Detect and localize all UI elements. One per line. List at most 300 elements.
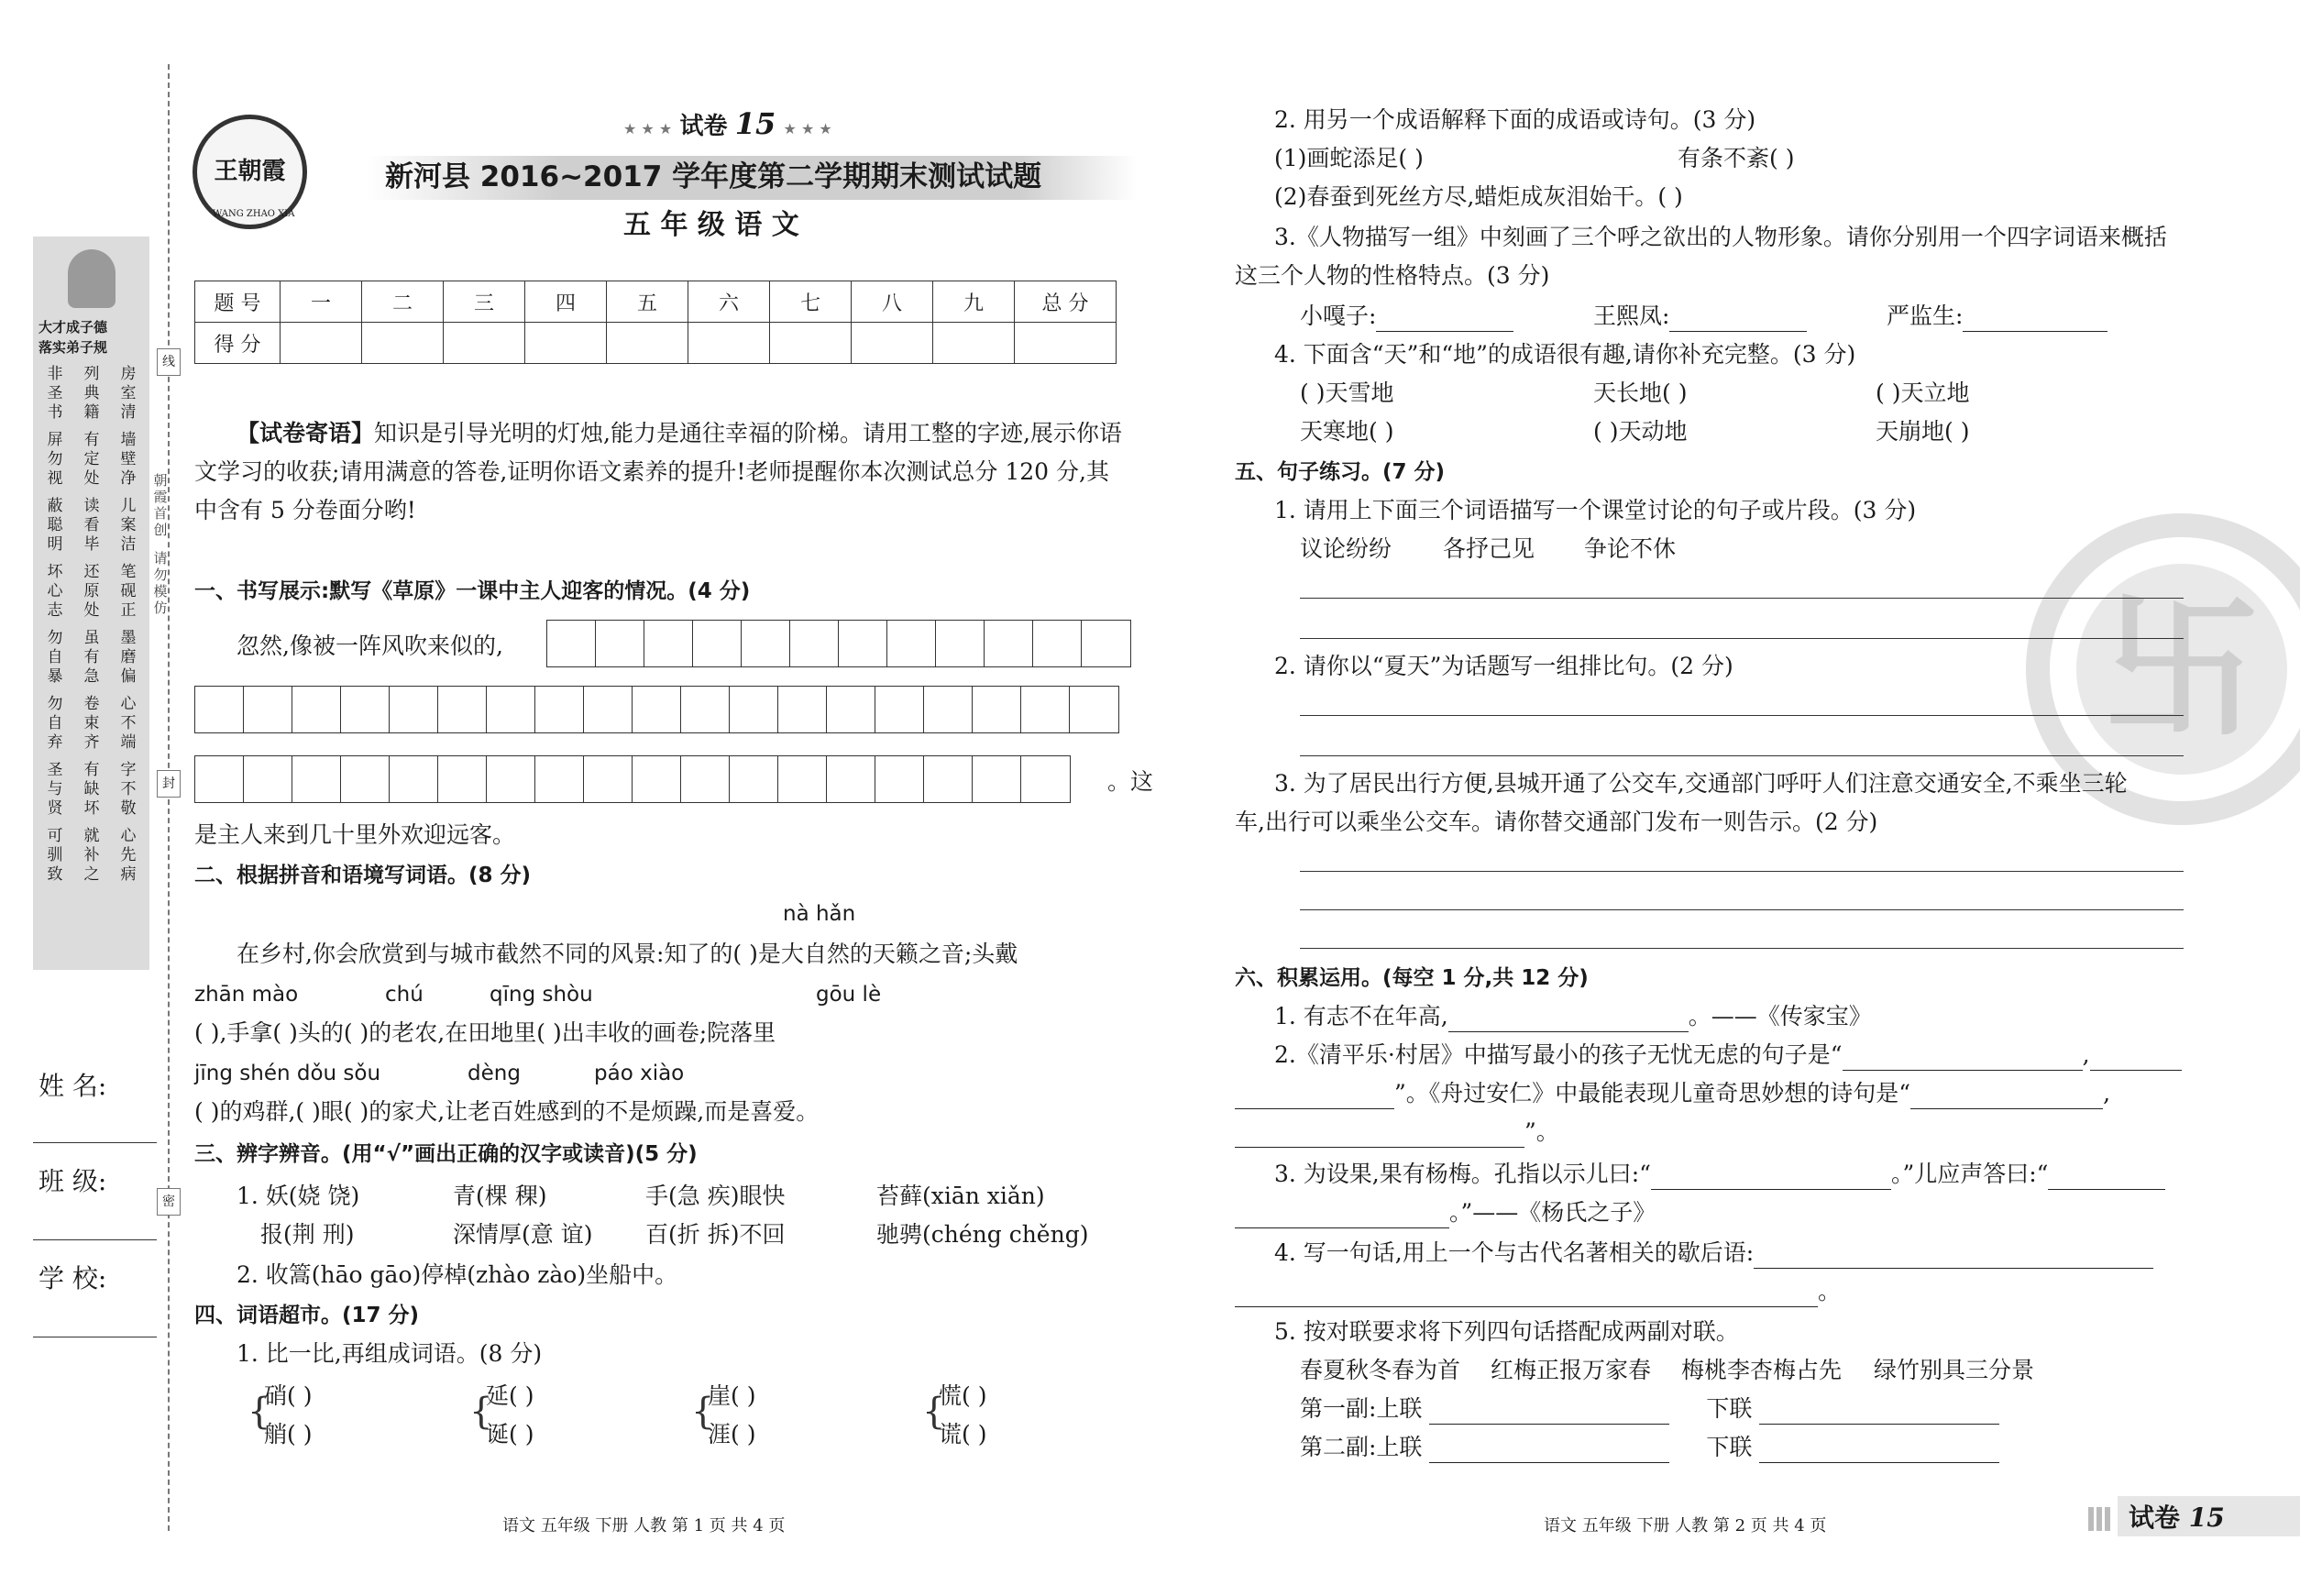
writing-cell[interactable] [778,687,827,732]
q6-pair-2-lower-label: 下联 [1706,1434,1753,1460]
q6-item-1-source: 。——《传家宝》 [1688,1003,1872,1029]
q5-sub-3b: 车,出行可以乘坐公交车。请你替交通部门发布一则告示。(2 分) [1235,809,1878,835]
q3-item-1d[interactable]: 苔藓(xiān xiǎn) [876,1183,1045,1209]
score-entry-cell[interactable] [525,323,607,364]
q4-idiom-3[interactable]: ( )天立地 [1876,380,1970,406]
q4-compare-word[interactable]: 谎( ) [939,1421,987,1447]
watermark-seal-center-icon: 卐 [2076,564,2287,775]
q6-item-2-answer-a[interactable] [1843,1046,2083,1071]
q3-title: 三、辨字辨音。(用“√”画出正确的汉字或读音)(5 分) [194,1142,698,1166]
motto-char: 贤 [47,799,63,818]
motto-char [112,753,145,761]
q4-idiom-2[interactable]: 天长地( ) [1593,380,1688,406]
writing-cell[interactable] [936,621,985,666]
q4-person-3-label: 严监生: [1887,303,1964,329]
seal-mark-line: 线 [157,348,181,376]
motto-char: 室 [120,384,137,402]
writing-cell[interactable] [778,756,827,802]
q6-pair-1-upper-label: 第一副:上联 [1300,1395,1423,1422]
class-field[interactable] [33,1239,157,1240]
motto-char: 心 [120,827,137,845]
q4-compare-word[interactable]: 崖( ) [708,1382,756,1409]
q2-line-3: ( )的鸡群,( )眼( )的家犬,让老百姓感到的不是烦躁,而是喜爱。 [194,1098,820,1125]
motto-char: 补 [83,846,100,864]
intro-line-2: 文学习的收获;请用满意的答卷,证明你语文素养的提升!老师提醒你本次测试总分 120 分,其 [194,458,1109,485]
q6-couplet-2: 红梅正报万家春 [1491,1357,1652,1383]
motto-char: 定 [83,450,100,468]
intro-line-3: 中含有 5 分卷面分哟! [194,497,416,523]
seal-mark-seal: 封 [157,770,181,798]
writing-cell[interactable] [244,756,292,802]
q6-item-3-source: 。”——《杨氏之子》 [1449,1199,1656,1226]
q2-pinyin-2d: gōu lè [816,983,882,1007]
q4-s2a[interactable]: (1)画蛇添足( ) [1274,145,1424,171]
writing-cell[interactable] [681,687,730,732]
q6-item-2-answer-b[interactable] [2090,1046,2182,1071]
motto-char: 聪 [47,516,63,534]
exam-title: 新河县 2016~2017 学年度第二学期期末测试试题 [385,160,1042,193]
q5-sub-3a: 3. 为了居民出行方便,县城开通了公交车,交通部门呼吁人们注意交通安全,不乘坐三轮 [1274,770,2128,797]
scholar-icon [68,249,116,308]
q6-item-4 [1274,1238,2153,1269]
score-entry-cell: 得 分 [195,323,281,364]
q5-word-3: 争论不休 [1584,535,1677,562]
motto-char: 敬 [120,799,137,818]
score-entry-cell[interactable] [362,323,444,364]
q6-item-2-answer-c[interactable] [1235,1084,1394,1109]
motto-column-3 [112,365,145,885]
writing-cell[interactable] [535,687,584,732]
q4-compare-word[interactable]: 硝( ) [264,1382,313,1409]
brace-icon: { [691,1391,715,1433]
score-header-cell: 二 [362,281,444,323]
q4-s2c[interactable]: (2)春蚕到死丝方尽,蜡炬成灰泪始干。( ) [1274,183,1683,210]
writing-cell[interactable] [730,756,778,802]
motto-char: 处 [83,469,100,488]
writing-cell[interactable] [875,756,924,802]
motto-char [75,819,108,827]
motto-char: 儿 [120,497,137,515]
writing-cell[interactable] [438,687,487,732]
writing-cell[interactable] [596,621,644,666]
q6-pair-1-lower-label: 下联 [1706,1395,1753,1422]
motto-char: 致 [47,865,63,884]
score-entry-cell[interactable] [444,323,525,364]
writing-cell[interactable] [1021,756,1070,802]
q5-answer-line-2b[interactable] [1300,755,2184,756]
q3-item-2b[interactable]: 深情厚(意 谊) [453,1221,593,1248]
q4-person-1-label: 小嘎子: [1300,303,1377,329]
motto-char: 齐 [83,733,100,752]
q6-item-5: 5. 按对联要求将下列四句话搭配成两副对联。 [1274,1318,1739,1345]
q6-pair-2-lower-answer[interactable] [1759,1438,1999,1463]
motto-char: 不 [120,714,137,732]
motto-char: 坏 [83,799,100,818]
publisher-logo-sub: WANG ZHAO XIA [213,209,295,219]
q1-tail: 是主人来到几十里外欢迎远客。 [194,821,516,848]
name-label: 姓 名: [39,1071,107,1101]
q4-sub-2: 2. 用另一个成语解释下面的成语或诗句。(3 分) [1274,106,1756,133]
score-entry-cell[interactable] [770,323,852,364]
writing-cell[interactable] [1033,621,1082,666]
q4-sub-3b: 这三个人物的性格特点。(3 分) [1235,262,1550,289]
score-entry-cell[interactable] [933,323,1015,364]
motto-char: 缺 [83,780,100,798]
q5-answer-line-3b[interactable] [1300,909,2184,910]
motto-column-2 [75,365,108,885]
q3-item-2c[interactable]: 百(折 拆)不回 [645,1221,786,1248]
motto-char [112,423,145,431]
q6-item-3-answer-a[interactable] [1651,1165,1891,1190]
q1-end-mark: 。这 [1107,768,1154,795]
page-tab-squares-icon [2088,1507,2112,1531]
motto-char: 字 [120,761,137,779]
motto-char: 可 [47,827,63,845]
q4-person-1 [1300,301,1513,332]
writing-cell[interactable] [827,756,875,802]
motto-char: 志 [47,601,63,620]
motto-char [75,687,108,695]
side-tag-original: 朝霞首创 [153,472,168,538]
score-header-cell: 七 [770,281,852,323]
writing-cell[interactable] [487,756,535,802]
writing-cell[interactable] [644,621,693,666]
writing-cell[interactable] [924,756,973,802]
motto-char: 屏 [47,431,63,449]
motto-char: 病 [120,865,137,884]
writing-cell[interactable] [195,687,244,732]
writing-cell[interactable] [887,621,936,666]
motto-char [112,489,145,497]
writing-cell[interactable] [547,621,596,666]
writing-cell[interactable] [973,756,1021,802]
q2-pinyin-2a: zhān mào [194,983,299,1007]
q6-couplet-3: 梅桃李杏梅占先 [1681,1357,1843,1383]
page-tab-text: 试卷 [2129,1502,2181,1533]
q4-idiom-1[interactable]: ( )天雪地 [1300,380,1394,406]
motto-char [39,819,72,827]
binding-cut-line [168,64,170,1531]
q1-writing-grid-row-3[interactable] [194,755,1071,803]
motto-char [39,753,72,761]
q6-item-2 [1274,1040,2182,1071]
motto-char: 墙 [120,431,137,449]
motto-char: 洁 [120,535,137,554]
q4-compare-word[interactable]: 慌( ) [939,1382,987,1409]
page-tab-label [2129,1498,2225,1535]
motto-char: 勿 [47,629,63,647]
motto-line-2: 落实弟子规 [39,339,108,356]
page-tab-number: 15 [2188,1502,2225,1533]
writing-cell[interactable] [985,621,1033,666]
q6-title: 六、积累运用。(每空 1 分,共 12 分) [1235,966,1589,990]
q6-item-2-text: 2.《清平乐·村居》中描写最小的孩子无忧无虑的句子是“ [1274,1041,1843,1068]
seal-mark-secret: 密 [157,1188,181,1216]
writing-cell[interactable] [693,621,742,666]
motto-char: 与 [47,780,63,798]
motto-char: 虽 [83,629,100,647]
motto-char: 有 [83,648,100,666]
q4-idiom-4[interactable]: 天寒地( ) [1300,418,1394,445]
motto-char: 弃 [47,733,63,752]
q5-word-2: 各抒己见 [1443,535,1535,562]
motto-char: 有 [83,431,100,449]
motto-char: 有 [83,761,100,779]
q4-person-3 [1887,301,2107,332]
writing-cell[interactable] [730,687,778,732]
q5-answer-line-3c[interactable] [1300,948,2184,949]
paper-label: 试卷 [679,113,728,140]
q6-item-4-text: 4. 写一句话,用上一个与古代名著相关的歇后语: [1274,1239,1755,1266]
motto-char: 非 [47,365,63,383]
motto-char: 墨 [120,629,137,647]
q3-item-1c[interactable]: 手(急 疾)眼快 [645,1183,786,1209]
motto-char: 心 [47,582,63,600]
motto-column-1 [39,365,72,885]
writing-cell[interactable] [1070,687,1118,732]
writing-cell[interactable] [292,687,341,732]
writing-cell[interactable] [292,756,341,802]
q2-pinyin-3a: jīng shén dǒu sǒu [194,1062,381,1085]
motto-char: 籍 [83,403,100,422]
motto-char [39,489,72,497]
q4-sub-4: 4. 下面含“天”和“地”的成语很有趣,请你补充完整。(3 分) [1274,341,1856,368]
motto-char [75,621,108,629]
q3-item-2d[interactable]: 驰骋(chéng chěng) [876,1221,1089,1248]
class-label: 班 级: [39,1166,107,1196]
writing-cell[interactable] [973,687,1021,732]
q5-answer-line-1b[interactable] [1300,638,2184,639]
q3-item-3[interactable]: 2. 收篙(hāo gāo)停棹(zhào zào)坐船中。 [237,1261,678,1288]
q2-pinyin-2b: chú [385,983,424,1007]
motto-char: 束 [83,714,100,732]
score-header-cell: 六 [688,281,770,323]
motto-char [75,555,108,563]
q6-pair-2 [1300,1432,1999,1463]
score-entry-cell[interactable] [607,323,688,364]
q6-item-3-answer-b[interactable] [2048,1165,2165,1190]
q2-pinyin-2c: qīng shòu [490,983,593,1007]
q4-person-2-label: 王熙凤: [1593,303,1670,329]
q5-sub-2: 2. 请你以“夏天”为话题写一组排比句。(2 分) [1274,653,1733,679]
name-field[interactable] [33,1142,157,1143]
brace-icon: { [248,1391,271,1433]
writing-cell[interactable] [742,621,790,666]
q4-person-3-answer[interactable] [1963,307,2107,332]
q6-item-3 [1274,1159,2165,1190]
q5-answer-line-3a[interactable] [1300,871,2184,872]
motto-char: 正 [120,601,137,620]
writing-cell[interactable] [924,687,973,732]
motto-char: 磨 [120,648,137,666]
intro-line-1 [237,418,1122,449]
q4-compare-word[interactable]: 艄( ) [264,1421,313,1447]
motto-char: 明 [47,535,63,554]
writing-cell[interactable] [584,687,633,732]
sidebar-motto-panel [33,237,149,970]
writing-cell[interactable] [535,756,584,802]
motto-char: 房 [120,365,137,383]
motto-char: 勿 [47,695,63,713]
motto-char: 自 [47,648,63,666]
writing-cell[interactable] [827,687,875,732]
writing-cell[interactable] [1082,621,1130,666]
writing-cell[interactable] [390,756,438,802]
writing-cell[interactable] [1021,687,1070,732]
q6-item-1-answer[interactable] [1448,1007,1689,1032]
motto-char [112,819,145,827]
q6-pair-2-upper-label: 第二副:上联 [1300,1434,1423,1460]
writing-cell[interactable] [438,756,487,802]
writing-cell[interactable] [633,756,681,802]
score-header-cell: 九 [933,281,1015,323]
q6-pair-1 [1300,1393,1999,1425]
motto-char: 勿 [47,450,63,468]
q6-pair-1-lower-answer[interactable] [1759,1400,1999,1425]
q5-title: 五、句子练习。(7 分) [1235,460,1446,484]
q6-item-2-end [1235,1117,1559,1148]
score-entry-cell[interactable] [688,323,770,364]
score-table [194,281,1117,364]
q6-item-3-text: 3. 为设果,果有杨梅。孔指以示儿曰:“ [1274,1161,1651,1187]
score-header-cell: 一 [281,281,362,323]
q6-item-4-answer-b[interactable] [1235,1282,1818,1307]
motto-char: 原 [83,582,100,600]
q6-pair-1-upper-answer[interactable] [1429,1400,1669,1425]
motto-char: 驯 [47,846,63,864]
motto-char: 还 [83,563,100,581]
motto-char: 笔 [120,563,137,581]
q6-couplet-4: 绿竹别具三分景 [1874,1357,2035,1383]
motto-char: 圣 [47,761,63,779]
q2-line-2: ( ),手拿( )头的( )的老农,在田地里( )出丰收的画卷;院落里 [194,1019,776,1046]
motto-char: 不 [120,780,137,798]
writing-cell[interactable] [681,756,730,802]
motto-char: 典 [83,384,100,402]
writing-cell[interactable] [390,687,438,732]
q4-person-1-answer[interactable] [1376,307,1513,332]
footer-right: 语文 五年级 下册 人教 第 2 页 共 4 页 [1544,1516,1827,1535]
q3-item-1b[interactable]: 青(棵 稞) [453,1183,547,1209]
q4-idiom-5[interactable]: ( )天动地 [1593,418,1688,445]
motto-char: 读 [83,497,100,515]
intro-lead: 【试卷寄语】 [237,420,375,446]
paper-number: 15 [734,106,776,141]
q4-compare-word[interactable]: 诞( ) [486,1421,534,1447]
q4-person-2-answer[interactable] [1669,307,1807,332]
intro-text-1: 知识是引导光明的灯烛,能力是通往幸福的阶梯。请用工整的字迹,展示你语 [374,420,1122,446]
score-header-cell: 总 分 [1015,281,1117,323]
q5-answer-line-1a[interactable] [1300,598,2184,599]
q4-person-2 [1593,301,1807,332]
score-entry-cell[interactable] [281,323,362,364]
q6-item-2-cont [1235,1078,2110,1109]
motto-char [39,687,72,695]
motto-char: 案 [120,516,137,534]
q1-title: 一、书写展示:默写《草原》一课中主人迎客的情况。(4 分) [194,579,751,603]
motto-char [39,423,72,431]
score-header-cell: 题 号 [195,281,281,323]
score-header-cell: 五 [607,281,688,323]
q6-item-2-text-b: ”。《舟过安仁》中最能表现儿童奇思妙想的诗句是“ [1394,1080,1911,1106]
q4-compare-word[interactable]: 涯( ) [708,1421,756,1447]
writing-cell[interactable] [790,621,839,666]
paper-number-line [623,108,832,145]
q1-writing-grid-row-1[interactable] [546,620,1131,667]
q6-item-3-answer-c[interactable] [1235,1204,1449,1228]
q3-item-1a[interactable]: 1. 妖(娆 饶) [237,1183,360,1209]
writing-cell[interactable] [244,687,292,732]
q4-s2b[interactable]: 有条不紊( ) [1678,145,1795,171]
q1-start: 忽然,像被一阵风吹来似的, [237,633,503,659]
q6-pair-2-upper-answer[interactable] [1429,1438,1669,1463]
q4-compare-word[interactable]: 延( ) [486,1382,534,1409]
q4-idiom-6[interactable]: 天崩地( ) [1876,418,1970,445]
q5-sub-1: 1. 请用上下面三个词语描写一个课堂讨论的句子或片段。(3 分) [1274,497,1917,523]
q6-couplet-1: 春夏秋冬春为首 [1300,1357,1461,1383]
score-entry-cell[interactable] [852,323,933,364]
q2-pinyin-3c: páo xiào [594,1062,685,1085]
motto-char [112,621,145,629]
q6-item-2-close: ”。 [1524,1118,1559,1145]
school-label: 学 校: [39,1263,107,1293]
motto-char: 砚 [120,582,137,600]
score-header-cell: 四 [525,281,607,323]
writing-cell[interactable] [875,687,924,732]
q6-item-3-cont [1235,1197,1656,1228]
q5-word-1: 议论纷纷 [1300,535,1392,562]
motto-char: 心 [120,695,137,713]
exam-subtitle: 五 年 级 语 文 [623,209,799,241]
motto-char: 毕 [83,535,100,554]
motto-char: 看 [83,516,100,534]
score-header-cell: 八 [852,281,933,323]
motto-char: 蔽 [47,497,63,515]
q3-item-2a[interactable]: 报(荆 刑) [260,1221,355,1248]
motto-char [75,753,108,761]
q6-item-2-comma-b: , [2103,1080,2111,1106]
writing-cell[interactable] [633,687,681,732]
q6-item-1-text: 1. 有志不在年高, [1274,1003,1448,1029]
q2-title: 二、根据拼音和语境写词语。(8 分) [194,864,532,887]
q6-item-4-cont [1235,1276,1841,1307]
motto-line-1: 大才成子德 [39,319,108,336]
writing-cell[interactable] [487,687,535,732]
brace-icon: { [922,1391,946,1433]
motto-char: 暴 [47,667,63,686]
motto-char: 壁 [120,450,137,468]
score-entry-cell[interactable] [1015,323,1117,364]
writing-cell[interactable] [341,756,390,802]
writing-cell[interactable] [195,756,244,802]
motto-char: 之 [83,865,100,884]
motto-char: 圣 [47,384,63,402]
writing-cell[interactable] [584,756,633,802]
motto-char: 书 [47,403,63,422]
q6-item-2-answer-d[interactable] [1910,1084,2103,1109]
q6-item-2-answer-e[interactable] [1235,1123,1524,1148]
q2-pinyin-3b: dèng [468,1062,521,1085]
writing-cell[interactable] [839,621,887,666]
q6-item-4-answer-a[interactable] [1754,1244,2153,1269]
side-tag-no-copy: 请勿模仿 [153,550,168,616]
motto-char: 处 [83,601,100,620]
writing-cell[interactable] [341,687,390,732]
stars-right-icon: ★ ★ ★ [783,120,832,138]
motto-char [75,489,108,497]
q5-answer-line-2a[interactable] [1300,715,2184,716]
q1-writing-grid-row-2[interactable] [194,686,1119,733]
